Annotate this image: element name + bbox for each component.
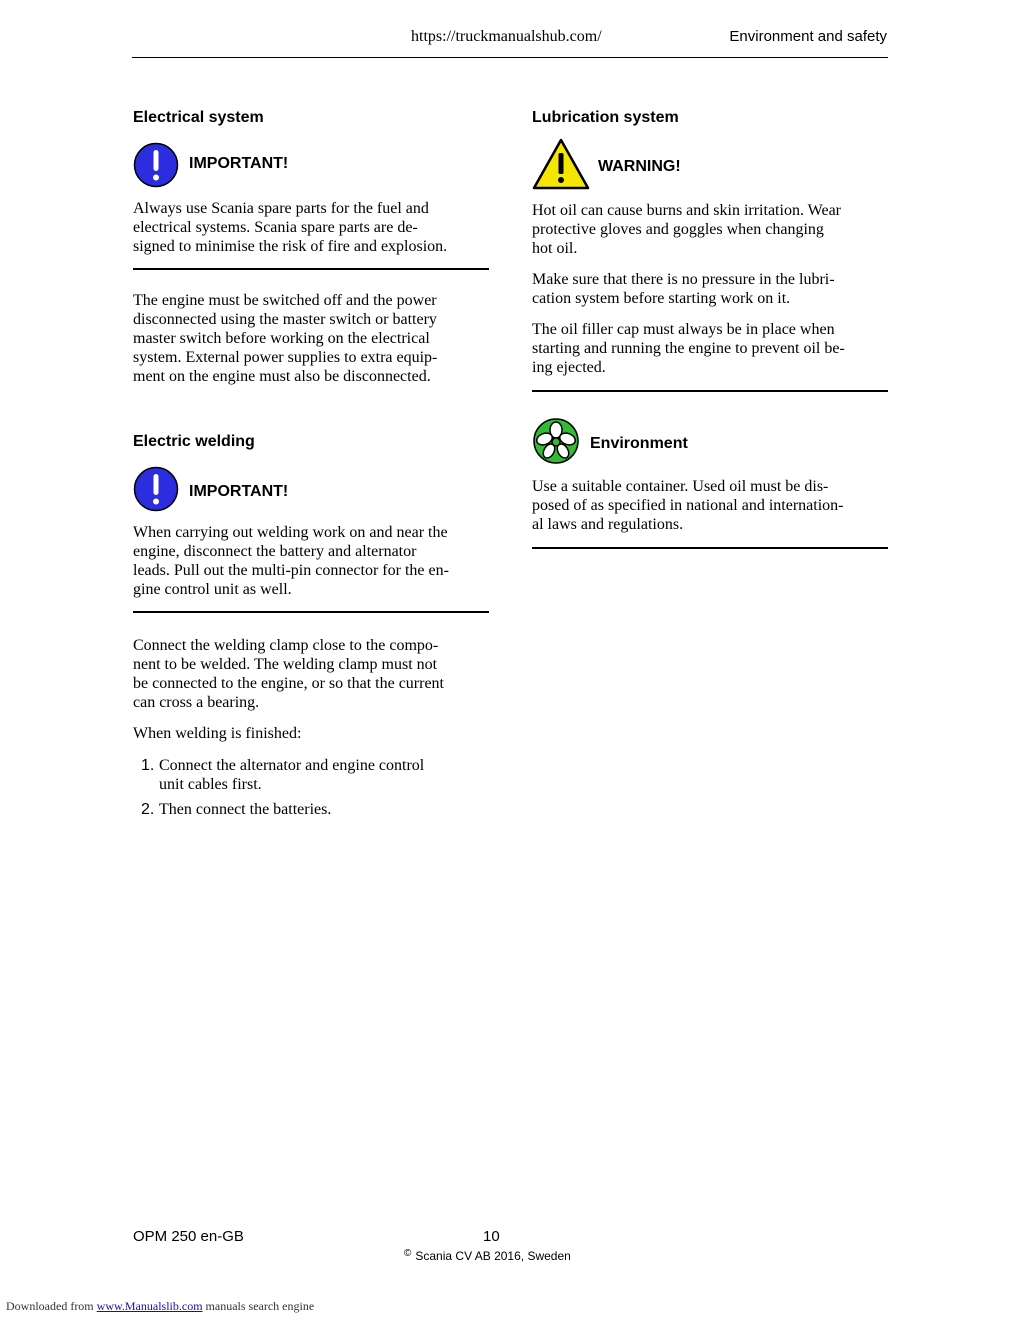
header-divider (132, 57, 888, 58)
text-line: posed of as specified in national and internation- (532, 497, 844, 514)
step-number: 2. (141, 801, 155, 818)
text-line: protective gloves and goggles when changing (532, 221, 824, 238)
important-callout-electrical (133, 142, 489, 193)
list-item (133, 800, 489, 819)
important-label: IMPORTANT! (189, 154, 289, 172)
heading-electrical-system: Electrical system (133, 109, 264, 126)
list-item (133, 756, 489, 794)
electrical-body (133, 291, 489, 386)
text-line: hot oil. (532, 240, 578, 257)
lubrication-paragraph (532, 320, 888, 377)
environment-icon (532, 417, 580, 470)
text-line: Always use Scania spare parts for the fuel and (133, 200, 429, 217)
callout-end-rule (532, 390, 888, 392)
heading-electric-welding: Electric welding (133, 433, 255, 450)
text-line: system. External power supplies to extra equip- (133, 349, 438, 366)
text-line: Connect the welding clamp close to the compo- (133, 637, 439, 654)
text-line: Then connect the batteries. (159, 801, 332, 818)
downloaded-prefix: Downloaded from (6, 1299, 94, 1313)
text-line: leads. Pull out the multi-pin connector for the en- (133, 562, 449, 579)
text-line: can cross a bearing. (133, 694, 260, 711)
important-callout-welding (133, 466, 489, 517)
callout-end-rule (532, 547, 888, 549)
heading-lubrication-system: Lubrication system (532, 109, 679, 126)
manualslib-link[interactable]: www.Manualslib.com (96, 1299, 203, 1313)
warning-triangle-icon (532, 138, 590, 195)
text-line: master switch before working on the electrical (133, 330, 430, 347)
welding-finished-text: When welding is finished: (133, 725, 302, 742)
text-line: When carrying out welding work on and near the (133, 524, 448, 541)
text-line: electrical systems. Scania spare parts are de- (133, 219, 418, 236)
text-line: Hot oil can cause burns and skin irritation. Wear (532, 202, 841, 219)
welding-steps-list (133, 756, 489, 819)
text-line: starting and running the engine to prevent oil be- (532, 340, 845, 357)
text-line: al laws and regulations. (532, 516, 684, 533)
left-column (133, 108, 489, 819)
step-number: 1. (141, 757, 155, 774)
downloaded-suffix: manuals search engine (205, 1299, 315, 1313)
text-line: signed to minimise the risk of fire and explosion. (133, 238, 448, 255)
important-icon (133, 142, 179, 193)
text-line: engine, disconnect the battery and alternator (133, 543, 417, 560)
text-line: cation system before starting work on it. (532, 290, 791, 307)
environment-label: Environment (590, 434, 688, 452)
downloaded-from-banner (6, 1299, 314, 1314)
warning-label: WARNING! (598, 157, 681, 175)
footer-page-number: 10 (483, 1228, 500, 1245)
important-text-electrical (133, 199, 489, 256)
environment-text (532, 477, 888, 534)
copyright-symbol: © (404, 1248, 412, 1259)
environment-callout (532, 417, 888, 470)
callout-end-rule (133, 611, 489, 613)
text-line: disconnected using the master switch or battery (133, 311, 437, 328)
text-line: The oil filler cap must always be in place when (532, 321, 835, 338)
important-icon (133, 466, 179, 517)
right-column (532, 108, 888, 549)
text-line: ing ejected. (532, 359, 606, 376)
text-line: nent to be welded. The welding clamp must not (133, 656, 438, 673)
text-line: ment on the engine must also be disconnected. (133, 368, 431, 385)
lubrication-paragraph (532, 201, 888, 258)
text-line: Make sure that there is no pressure in the lubri- (532, 271, 835, 288)
welding-body (133, 636, 489, 712)
lubrication-paragraph (532, 270, 888, 308)
text-line: Connect the alternator and engine control (159, 757, 425, 774)
copyright-text: Scania CV AB 2016, Sweden (415, 1249, 571, 1263)
header-section-title: Environment and safety (729, 28, 887, 45)
text-line: Use a suitable container. Used oil must be dis- (532, 478, 829, 495)
warning-callout-lubrication (532, 138, 888, 195)
text-line: be connected to the engine, or so that the current (133, 675, 444, 692)
important-label: IMPORTANT! (189, 482, 289, 500)
important-text-welding (133, 523, 489, 599)
callout-end-rule (133, 268, 489, 270)
header-url: https://truckmanualshub.com/ (411, 28, 602, 45)
text-line: unit cables first. (159, 776, 262, 793)
footer-copyright (404, 1248, 571, 1263)
text-line: gine control unit as well. (133, 581, 292, 598)
footer-document-code: OPM 250 en-GB (133, 1228, 244, 1245)
text-line: The engine must be switched off and the power (133, 292, 437, 309)
